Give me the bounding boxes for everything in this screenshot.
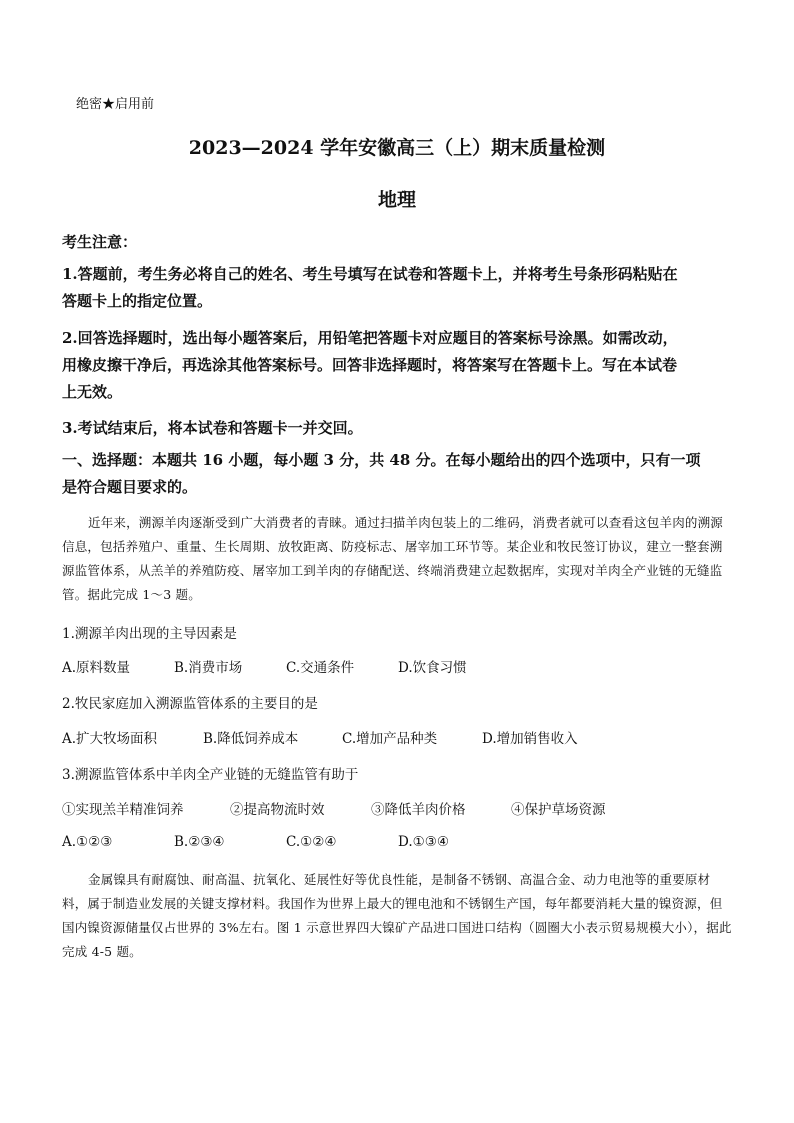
question-1-options	[62, 656, 467, 676]
option-d: D.增加销售收入	[482, 731, 578, 747]
statement-2: ②提高物流时效	[230, 802, 325, 818]
notice-item-2-line-3: 上无效。	[62, 383, 123, 401]
exam-title: 2023—2024 学年安徽高三（上）期末质量检测	[188, 137, 606, 159]
notice-item-3: 3.考试结束后，将本试卷和答题卡一并交回。	[62, 419, 363, 437]
option-d: D.饮食习惯	[398, 660, 467, 676]
option-c: C.增加产品种类	[342, 731, 438, 747]
statement-4: ④保护草场资源	[511, 802, 606, 818]
question-2-stem: 2.牧民家庭加入溯源监管体系的主要目的是	[62, 696, 318, 712]
reading-passage-2: 金属镍具有耐腐蚀、耐高温、抗氧化、延展性好等优良性能，是制备不锈钢、高温合金、动力电池等的重要原材料，属于制造业发展的关键支撑材料。我国作为世界上最大的锂电池和不锈钢生产国，每年都要消耗大量的镍资源，但国内镍资源储量仅占世界的 3%左右。图 1 示意世界四大镍矿产品进口国进口结构（圆圈大小表示贸易规模大小），据此完成 4-5 题。	[62, 872, 732, 959]
question-3-statements	[62, 798, 606, 818]
section-1-heading-line-1: 一、选择题：本题共 16 小题，每小题 3 分，共 48 分。在每小题给出的四个选项中，只有一项	[62, 451, 701, 469]
question-1-stem: 1.溯源羊肉出现的主导因素是	[62, 626, 237, 642]
notice-item-2-line-2: 用橡皮擦干净后，再选涂其他答案标号。回答非选择题时，将答案写在答题卡上。写在本试卷	[62, 356, 678, 374]
section-1-heading-line-2: 是符合题目要求的。	[62, 478, 198, 496]
statement-3: ③降低羊肉价格	[371, 802, 466, 818]
notice-item-1-line-1: 1.答题前，考生务必将自己的姓名、考生号填写在试卷和答题卡上，并将考生号条形码粘贴在	[62, 265, 678, 283]
subject-title: 地理	[377, 189, 416, 211]
confidential-label: 绝密★启用前	[76, 97, 155, 112]
option-a: A.原料数量	[62, 660, 131, 676]
question-3-options	[62, 834, 449, 850]
option-b: B.②③④	[174, 834, 225, 850]
question-2-options	[62, 727, 578, 747]
option-a: A.①②③	[62, 834, 113, 850]
notice-heading: 考生注意：	[62, 233, 138, 251]
notice-item-1-line-2: 答题卡上的指定位置。	[62, 292, 213, 310]
option-c: C.①②④	[286, 834, 337, 850]
reading-passage-1: 近年来，溯源羊肉逐渐受到广大消费者的青睐。通过扫描羊肉包装上的二维码，消费者就可以查看这包羊肉的溯源信息，包括养殖户、重量、生长周期、放牧距离、防疫标志、屠宰加工环节等。某企业和牧民签订协议，建立一整套溯源监管体系，从羔羊的养殖防疫、屠宰加工到羊肉的存储配送、终端消费建立起数据库，实现对羊肉全产业链的无缝监管。据此完成 1～3 题。	[62, 515, 724, 602]
notice-item-2-line-1: 2.回答选择题时，选出每小题答案后，用铅笔把答题卡对应题目的答案标号涂黑。如需改动，	[62, 329, 678, 347]
statement-1: ①实现羔羊精准饲养	[62, 802, 184, 818]
option-d: D.①③④	[398, 834, 449, 850]
option-a: A.扩大牧场面积	[62, 731, 158, 747]
option-c: C.交通条件	[286, 660, 355, 676]
option-b: B.降低饲养成本	[203, 731, 299, 747]
question-3-stem: 3.溯源监管体系中羊肉全产业链的无缝监管有助于	[62, 767, 359, 783]
option-b: B.消费市场	[174, 660, 243, 676]
